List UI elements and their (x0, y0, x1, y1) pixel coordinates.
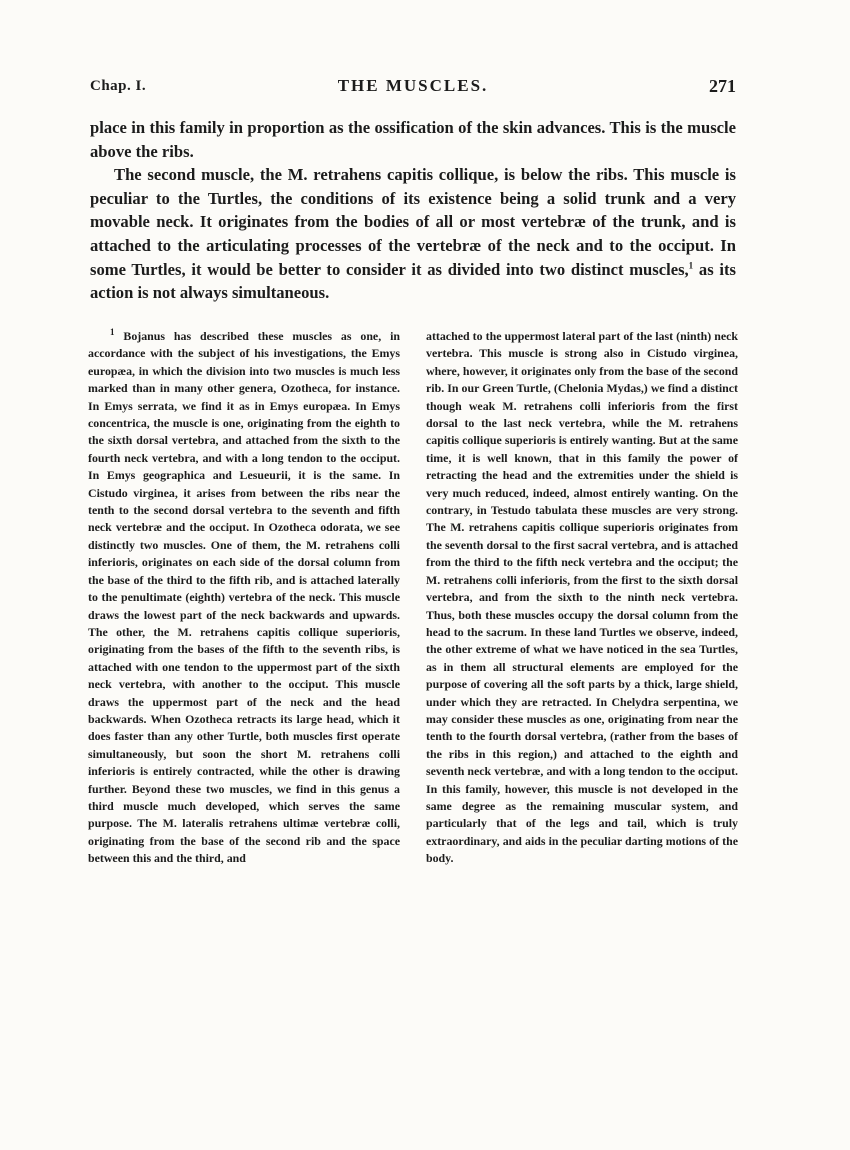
paragraph-1: place in this family in proportion as the ossification of the skin advances. This is the muscle above the ribs. (90, 118, 736, 161)
footnote-text-left (88, 328, 400, 868)
running-title: THE MUSCLES. (337, 76, 489, 95)
footnote-column-left (88, 328, 400, 868)
footnote-block (88, 328, 738, 868)
paragraph-2-end: as its action is not always simultaneous. (90, 259, 736, 303)
main-text (90, 116, 736, 305)
footnote-reference[interactable]: 1 (688, 260, 694, 271)
chapter-label: Chap. I. (90, 78, 147, 94)
footnote-marker: 1 (110, 327, 115, 338)
footnote-left-body: Bojanus has described these muscles as one, in accordance with the subject of his investigations, the Emys europæa, in which the division into two muscles is much less marked than in many other genera, Ozotheca, for instance. In Emys serrata, we find it as in Emys europæa. In Emys concentrica, the muscle is one, originating from the eighth to the sixth dorsal vertebra, and attached from the sixth to the fourth neck vertebra, and with a long tendon to the occiput. In Emys geographica and Lesueurii, it is the same. In Cistudo virginea, it arises from between the ribs near the tenth to the second dorsal vertebra to the seventh and fifth neck vertebræ and the occiput. In Ozotheca odorata, we see distinctly two muscles. One of them, the M. retrahens colli inferioris, originates on each side of the dorsal column from the base of the third to the fifth rib, and is attached laterally to the penultimate (eighth) vertebra of the neck. This muscle draws the lowest part of the neck backwards and upwards. The other, the M. retrahens capitis collique superioris, originating from the bases of the fifth to the seventh ribs, is attached with one tendon to the uppermost part of the sixth neck vertebra, with another to the occiput. This muscle draws the uppermost part of the neck and the head backwards. When Ozotheca retracts its large head, which it does faster than any other Turtle, both muscles first operate simultaneously, but soon the short M. retrahens colli inferioris is entirely contracted, while the other is drawing further. Beyond these two muscles, we find in this genus a third muscle much developed, which serves the same purpose. The M. lateralis retrahens ultimæ vertebræ colli, originating from the base of the second rib and the space between this and the third, and (88, 329, 400, 866)
paragraph-2 (90, 163, 736, 305)
running-header (90, 76, 736, 100)
footnote-column-right (426, 328, 738, 868)
footnote-text-right: attached to the uppermost lateral part of the last (ninth) neck vertebra. This muscle is strong also in Cistudo virginea, where, however, it originates only from the base of the second rib. In our Green Turtle, (Chelonia Mydas,) we find a distinct though weak M. retrahens colli inferioris from the first dorsal to the last neck vertebra, while the M. retrahens capitis collique superioris is entirely wanting. But at the same time, it is well known, that in this family the power of retracting the head and the extremities under the shield is very much reduced, indeed, almost entirely wanting. On the contrary, in Testudo tabulata these muscles are very strong. The M. retrahens capitis collique superioris originates from the seventh dorsal to the first sacral vertebra, and is attached from the third to the fifth neck vertebra and the occiput; the M. retrahens colli inferioris, from the first to the sixth dorsal vertebra, and from the sixth to the ninth neck vertebra. Thus, both these muscles occupy the dorsal column from the head to the sacrum. In these land Turtles we observe, indeed, the other extreme of what we have noticed in the sea Turtles, as in them all structural elements are employed for the purpose of covering all the soft parts by a thick, large shield, under which they are retracted. In Chelydra serpentina, we may consider these muscles as one, originating from near the tenth to the fourth dorsal vertebra, (rather from the bases of the ribs in this region,) and attached to the eighth and seventh neck vertebræ, and with a long tendon to the occiput. In this family, however, this muscle is not developed in the same degree as the remaining muscular system, and particularly that of the legs and tail, which is truly extraordinary, and aids in the peculiar darting motions of the body. (426, 329, 738, 866)
paragraph-2-text: The second muscle, the M. retrahens capitis collique, is below the ribs. This muscle is peculiar to the Turtles, the conditions of its existence being a solid trunk and a very movable neck. It originates from the bodies of all or most vertebræ of the trunk, and is attached to the articulating processes of the vertebræ of the neck and to the occiput. In some Turtles, it would be better to consider it as divided into two distinct muscles, (90, 165, 736, 279)
page-number: 271 (709, 76, 736, 96)
